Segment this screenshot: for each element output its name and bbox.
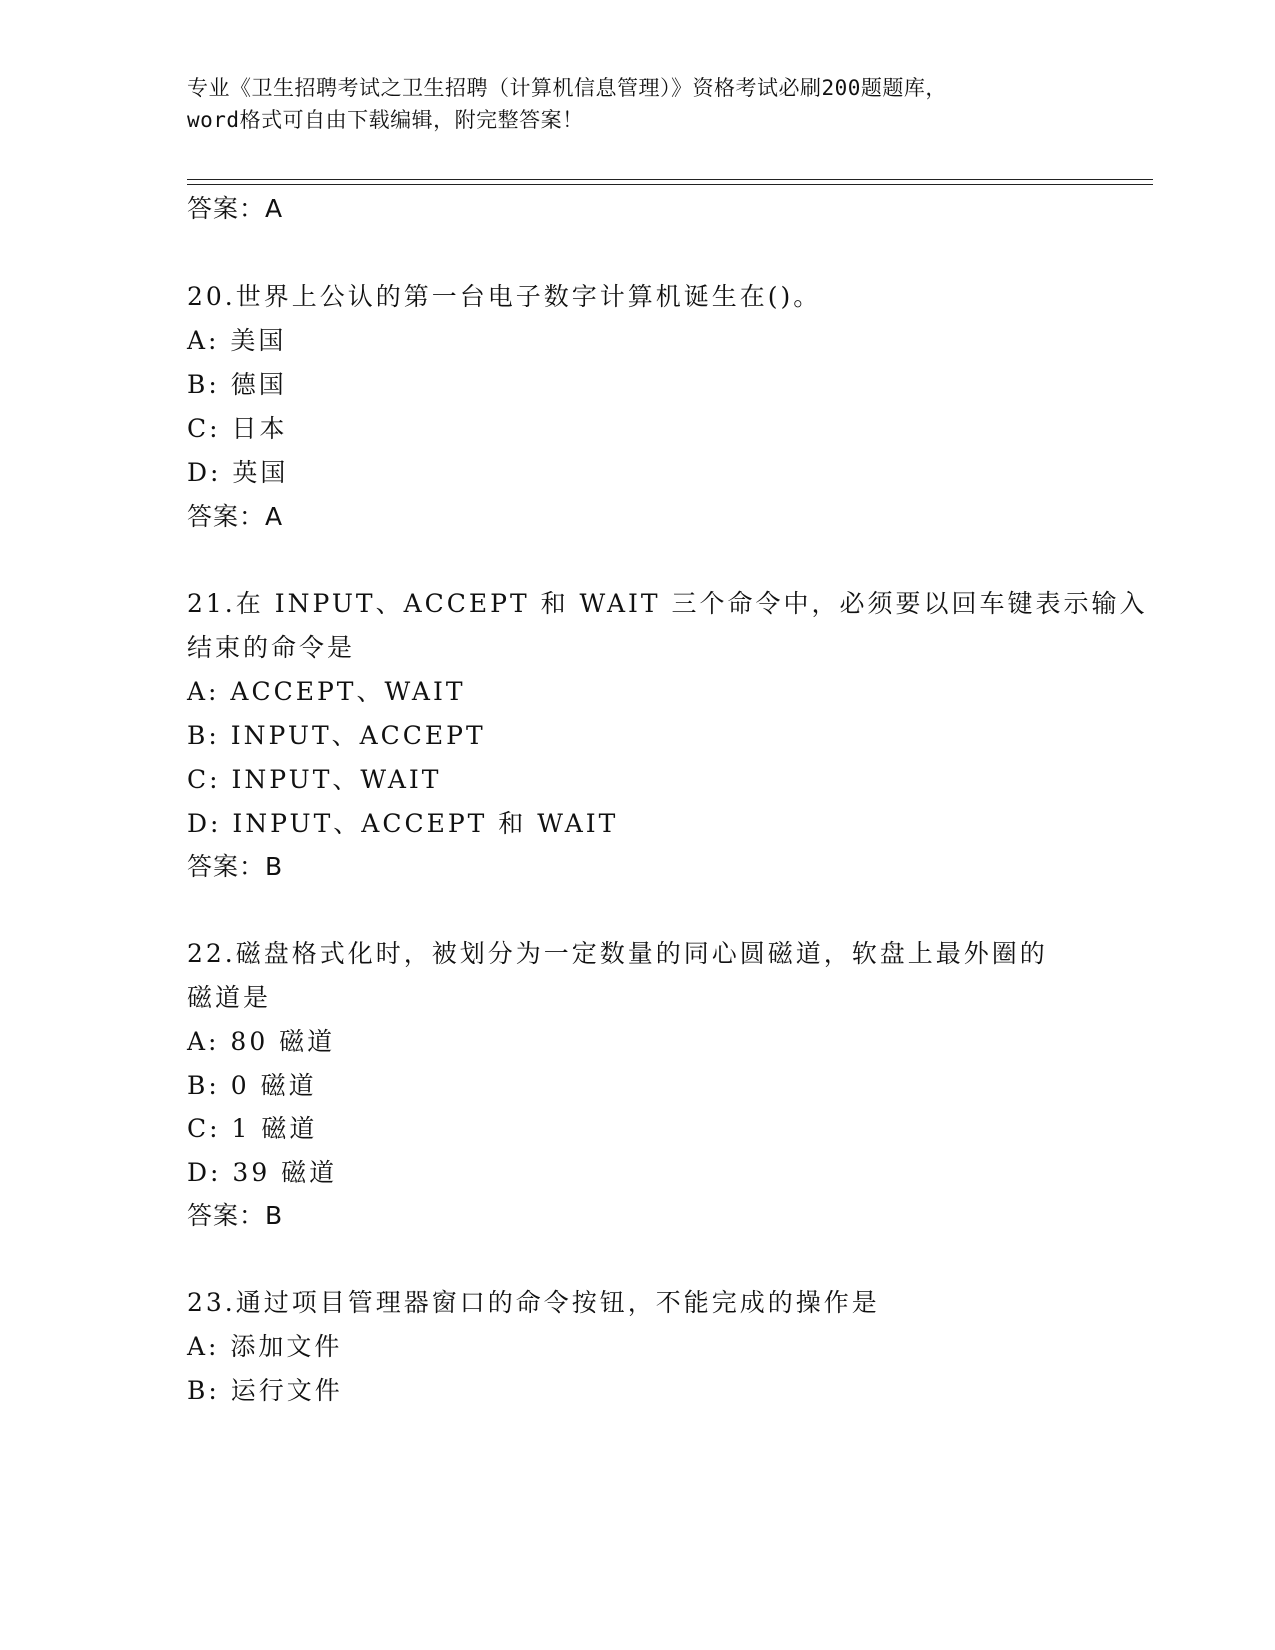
question-20-option-c: C: 日本 [187, 414, 288, 443]
question-23-text: 23.通过项目管理器窗口的命令按钮，不能完成的操作是 [187, 1288, 880, 1317]
question-20-option-d: D: 英国 [187, 458, 289, 487]
header-line-1: 专业《卫生招聘考试之卫生招聘（计算机信息管理）》资格考试必刷200题题库， [187, 76, 947, 100]
header-line-2: word格式可自由下载编辑，附完整答案！ [187, 108, 584, 132]
document-header [187, 72, 1087, 136]
question-22-option-b: B: 0 磁道 [187, 1071, 317, 1100]
question-21-text-line-1: 21.在 INPUT、ACCEPT 和 WAIT 三个命令中，必须要以回车键表示输入 [187, 589, 1148, 618]
header-divider-bottom [187, 184, 1153, 185]
question-20-text: 20.世界上公认的第一台电子数字计算机诞生在()。 [187, 282, 822, 311]
header-divider-top [187, 179, 1153, 180]
question-22-option-a: A: 80 磁道 [187, 1027, 336, 1056]
question-22-option-c: C: 1 磁道 [187, 1114, 318, 1143]
question-20-answer: 答案：A [187, 502, 284, 531]
question-22-option-d: D: 39 磁道 [187, 1158, 338, 1187]
question-20-option-b: B: 德国 [187, 370, 287, 399]
question-23-option-a: A: 添加文件 [187, 1332, 343, 1361]
question-21-answer: 答案：B [187, 852, 284, 881]
question-21-option-a: A: ACCEPT、WAIT [187, 677, 466, 706]
question-21-option-c: C: INPUT、WAIT [187, 765, 442, 794]
question-21-text-line-2: 结束的命令是 [187, 633, 356, 662]
question-20-option-a: A: 美国 [187, 326, 287, 355]
question-22-text-line-2: 磁道是 [187, 983, 272, 1012]
question-22-text-line-1: 22.磁盘格式化时，被划分为一定数量的同心圆磁道，软盘上最外圈的 [187, 939, 1048, 968]
question-23-option-b: B: 运行文件 [187, 1376, 343, 1405]
question-21-option-b: B: INPUT、ACCEPT [187, 721, 486, 750]
answer-previous: 答案：A [187, 194, 284, 223]
question-22-answer: 答案：B [187, 1201, 284, 1230]
question-21-option-d: D: INPUT、ACCEPT 和 WAIT [187, 809, 619, 838]
